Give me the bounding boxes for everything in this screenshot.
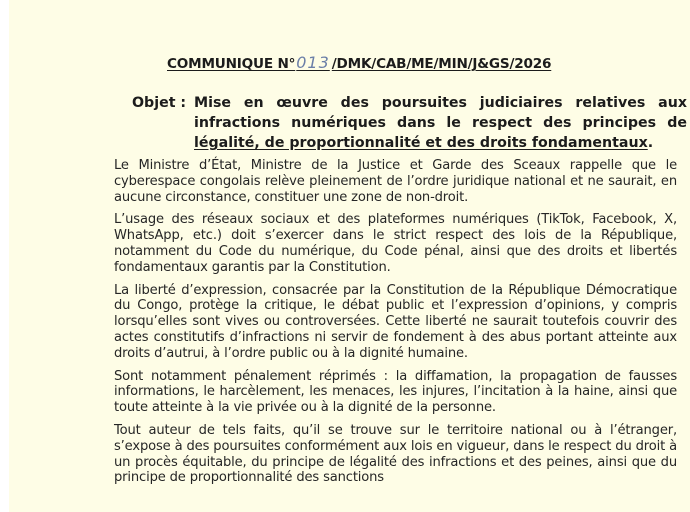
subject-text	[194, 93, 687, 153]
paragraph-freedom-of-expression: La liberté d’expression, consacrée par la Constitution de la République Démocratique du Congo, protège la critique, le débat public et l’expression d’opinions, y compris lorsqu’elles sont vives ou controversées. Cette liberté ne saurait toutefois couvrir des actes constitutifs d’infractions ni servir de fondement à des abus portant atteinte aux droits d’autrui, à l’ordre public ou à la dignité humaine.	[114, 282, 677, 361]
handwritten-communique-number: 013	[296, 53, 330, 72]
paragraph-offences: Sont notamment pénalement réprimés : la diffamation, la propagation de fausses informations, le harcèlement, les menaces, les injures, l’incitation à la haine, ainsi que toute atteinte à la vie privée ou à la dignité de la personne.	[114, 368, 677, 416]
subject-text-underlined: légalité, de proportionnalité et des droits fondamentaux	[194, 135, 648, 151]
subject-text-end: .	[647, 135, 654, 151]
paragraph-cyberspace: Le Ministre d’État, Ministre de la Justice et Garde des Sceaux rappelle que le cyberespace congolais relève pleinement de l’ordre juridique national et ne saurait, en aucune circonstance, constituer une zone de non-droit.	[114, 158, 677, 205]
scanned-document-page	[9, 0, 690, 512]
communique-body	[114, 158, 677, 486]
heading-prefix: COMMUNIQUE N°	[167, 56, 296, 72]
subject-text-plain: Mise en œuvre des poursuites judiciaires relatives aux infractions numériques dans le respect des principes de	[194, 95, 687, 131]
subject-label: Objet :	[132, 95, 187, 111]
heading-reference-suffix: /DMK/CAB/ME/MIN/J&GS/2026	[331, 56, 552, 72]
paragraph-social-networks: L’usage des réseaux sociaux et des plateformes numériques (TikTok, Facebook, X, WhatsApp, etc.) doit s’exercer dans le strict respect des lois de la République, notamment du Code du numérique, du Code pénal, ainsi que des droits et libertés fondamentaux garantis par la Constitution.	[114, 212, 677, 275]
communique-heading	[167, 53, 551, 72]
paragraph-prosecution: Tout auteur de tels faits, qu’il se trouve sur le territoire national ou à l’étranger, s’expose à des poursuites conformément aux lois en vigueur, dans le respect du droit à un procès équitable, du principe de légalité des infractions et des peines, ainsi que du principe de proportionnalité des sanctions	[114, 422, 677, 486]
